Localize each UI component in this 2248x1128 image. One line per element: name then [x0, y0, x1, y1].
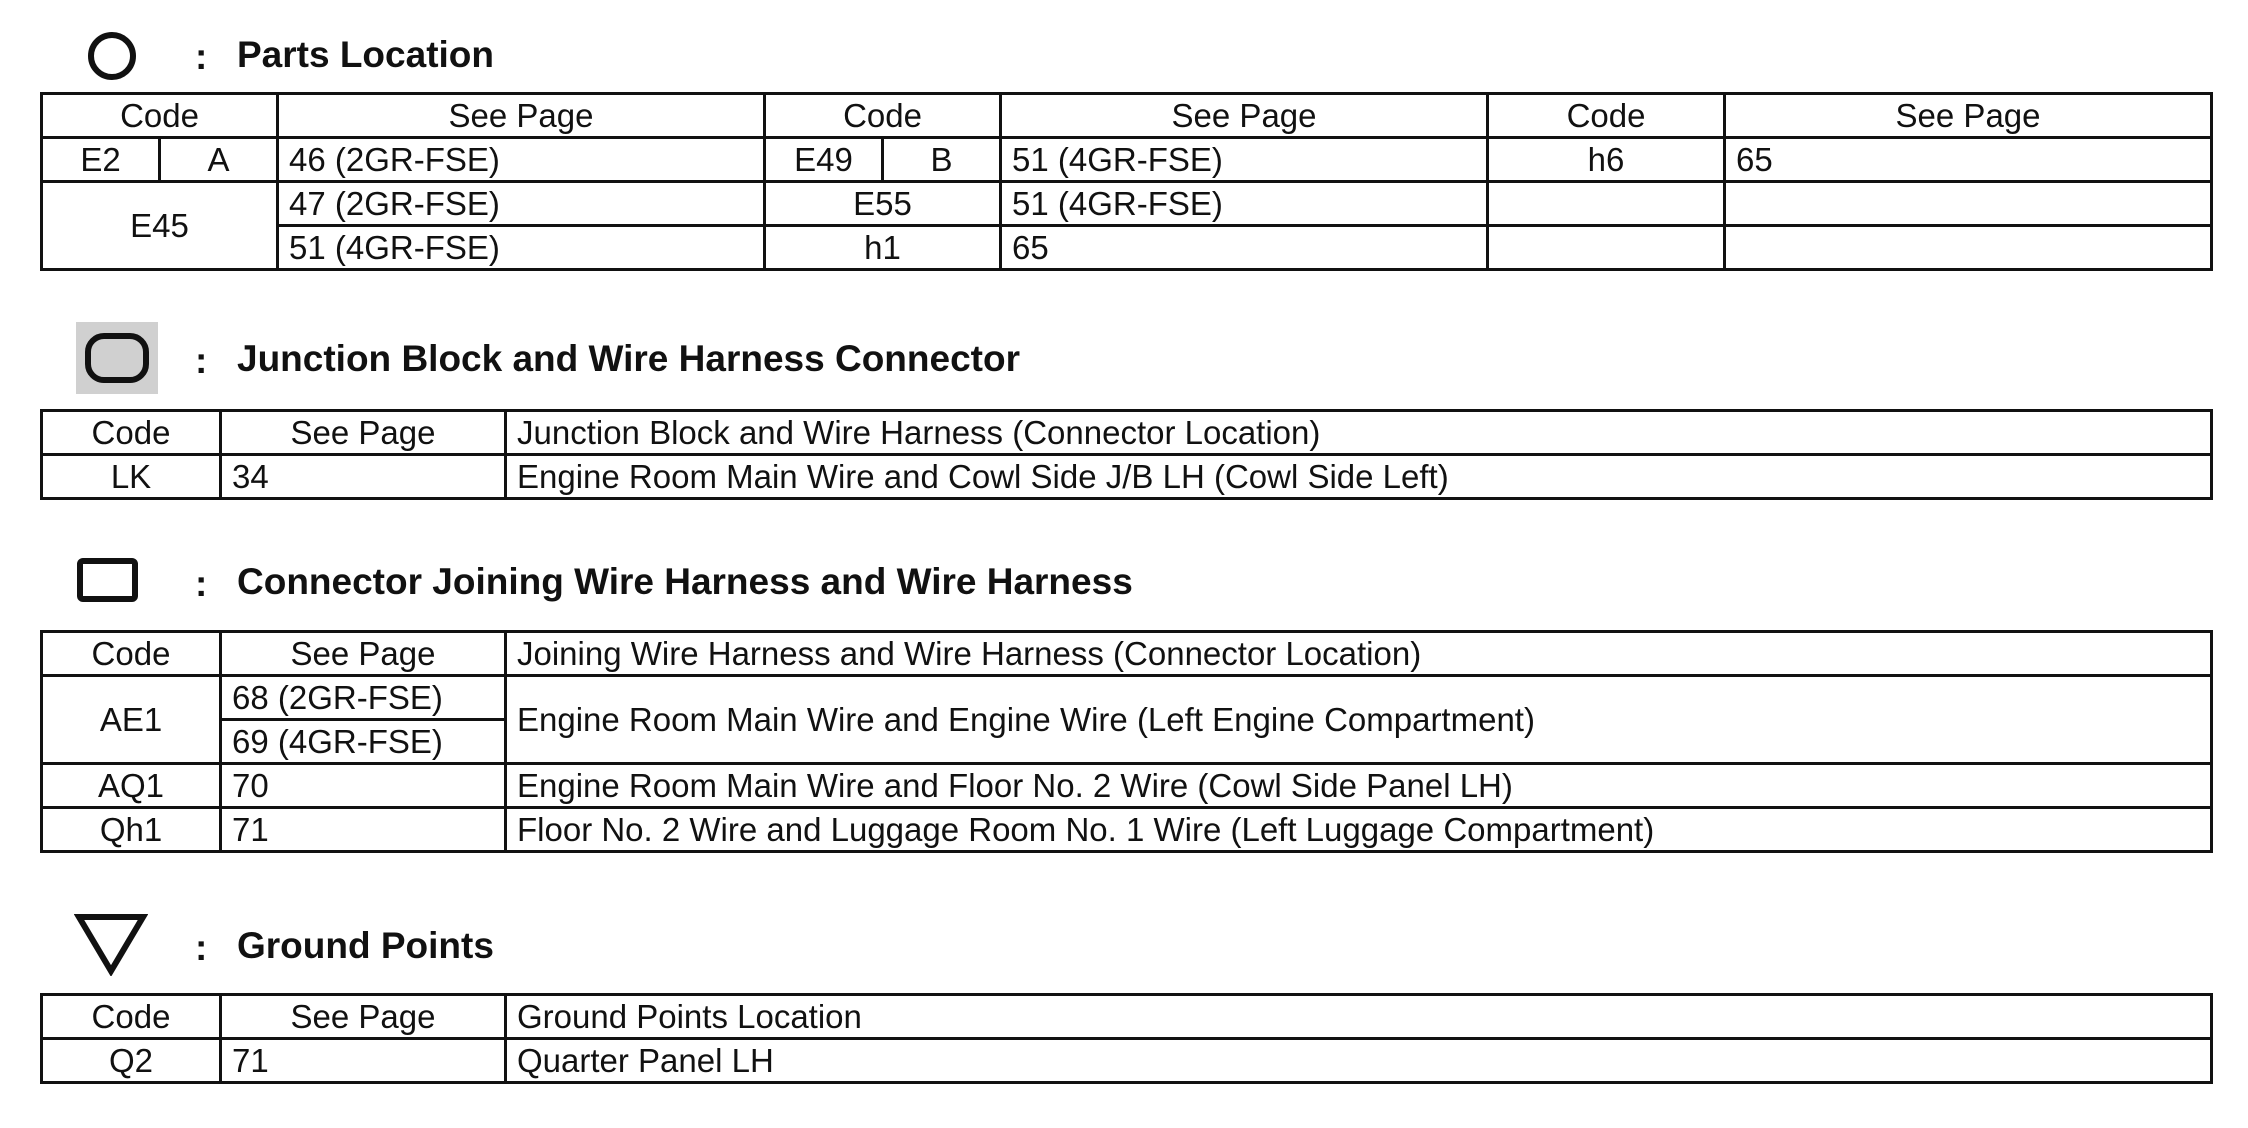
table-row — [42, 808, 2212, 852]
table-row — [42, 138, 2212, 182]
table-row — [42, 455, 2212, 499]
page-cell: 51 (4GR-FSE) — [1001, 138, 1488, 182]
page-cell: 51 (4GR-FSE) — [1001, 182, 1488, 226]
code-cell: AE1 — [42, 676, 221, 764]
code-sub-cell: A — [160, 138, 278, 182]
page-cell: 47 (2GR-FSE) — [278, 182, 765, 226]
table-header-row — [42, 411, 2212, 455]
section-title-parts-location: Parts Location — [237, 34, 494, 75]
section-title-junction-block: Junction Block and Wire Harness Connector — [237, 338, 1020, 379]
page-cell: 68 (2GR-FSE) — [221, 676, 506, 720]
page-cell: 51 (4GR-FSE) — [278, 226, 765, 270]
table-row — [42, 764, 2212, 808]
code-cell: E45 — [42, 182, 278, 270]
rounded-rectangle-icon — [76, 322, 158, 394]
table-header-row — [42, 995, 2212, 1039]
header-location: Joining Wire Harness and Wire Harness (Connector Location) — [506, 632, 2212, 676]
location-cell: Engine Room Main Wire and Engine Wire (Left Engine Compartment) — [506, 676, 2212, 764]
header-see-page: See Page — [1001, 94, 1488, 138]
code-cell: AQ1 — [42, 764, 221, 808]
header-code: Code — [42, 995, 221, 1039]
header-see-page: See Page — [278, 94, 765, 138]
page-cell: 65 — [1001, 226, 1488, 270]
empty-cell — [1488, 182, 1725, 226]
code-cell: Qh1 — [42, 808, 221, 852]
code-cell: h1 — [765, 226, 1001, 270]
header-location: Junction Block and Wire Harness (Connector Location) — [506, 411, 2212, 455]
section-colon: : — [195, 36, 208, 77]
page-cell: 69 (4GR-FSE) — [221, 720, 506, 764]
parts-location-table — [40, 92, 2213, 271]
location-cell: Quarter Panel LH — [506, 1039, 2212, 1083]
page-cell: 46 (2GR-FSE) — [278, 138, 765, 182]
section-colon: : — [195, 563, 208, 604]
location-cell: Floor No. 2 Wire and Luggage Room No. 1 Wire (Left Luggage Compartment) — [506, 808, 2212, 852]
ground-points-table — [40, 993, 2213, 1084]
header-code: Code — [1488, 94, 1725, 138]
code-sub-cell: B — [883, 138, 1001, 182]
header-see-page: See Page — [221, 411, 506, 455]
location-cell: Engine Room Main Wire and Cowl Side J/B LH (Cowl Side Left) — [506, 455, 2212, 499]
page-cell: 70 — [221, 764, 506, 808]
code-cell: E49 — [765, 138, 883, 182]
header-code: Code — [42, 632, 221, 676]
table-row — [42, 1039, 2212, 1083]
header-code: Code — [42, 411, 221, 455]
connector-joining-table — [40, 630, 2213, 853]
code-cell: Q2 — [42, 1039, 221, 1083]
triangle-down-icon — [74, 912, 148, 976]
code-cell: LK — [42, 455, 221, 499]
empty-cell — [1725, 182, 2212, 226]
section-colon: : — [195, 927, 208, 968]
page-cell: 34 — [221, 455, 506, 499]
page-cell: 71 — [221, 808, 506, 852]
circle-icon — [86, 30, 138, 82]
table-header-row — [42, 632, 2212, 676]
table-row — [42, 226, 2212, 270]
header-see-page: See Page — [1725, 94, 2212, 138]
section-title-ground-points: Ground Points — [237, 925, 494, 966]
empty-cell — [1725, 226, 2212, 270]
header-see-page: See Page — [221, 632, 506, 676]
header-location: Ground Points Location — [506, 995, 2212, 1039]
section-title-connector-joining: Connector Joining Wire Harness and Wire Harness — [237, 561, 1133, 602]
table-row — [42, 182, 2212, 226]
header-code: Code — [42, 94, 278, 138]
empty-cell — [1488, 226, 1725, 270]
location-cell: Engine Room Main Wire and Floor No. 2 Wire (Cowl Side Panel LH) — [506, 764, 2212, 808]
code-cell: E2 — [42, 138, 160, 182]
header-see-page: See Page — [221, 995, 506, 1039]
page-cell: 65 — [1725, 138, 2212, 182]
code-cell: h6 — [1488, 138, 1725, 182]
section-colon: : — [195, 340, 208, 381]
code-cell: E55 — [765, 182, 1001, 226]
rounded-rectangle-icon-shape — [76, 322, 158, 394]
table-header-row — [42, 94, 2212, 138]
rectangle-icon — [76, 556, 140, 604]
table-row — [42, 676, 2212, 720]
page-cell: 71 — [221, 1039, 506, 1083]
header-code: Code — [765, 94, 1001, 138]
junction-block-table — [40, 409, 2213, 500]
